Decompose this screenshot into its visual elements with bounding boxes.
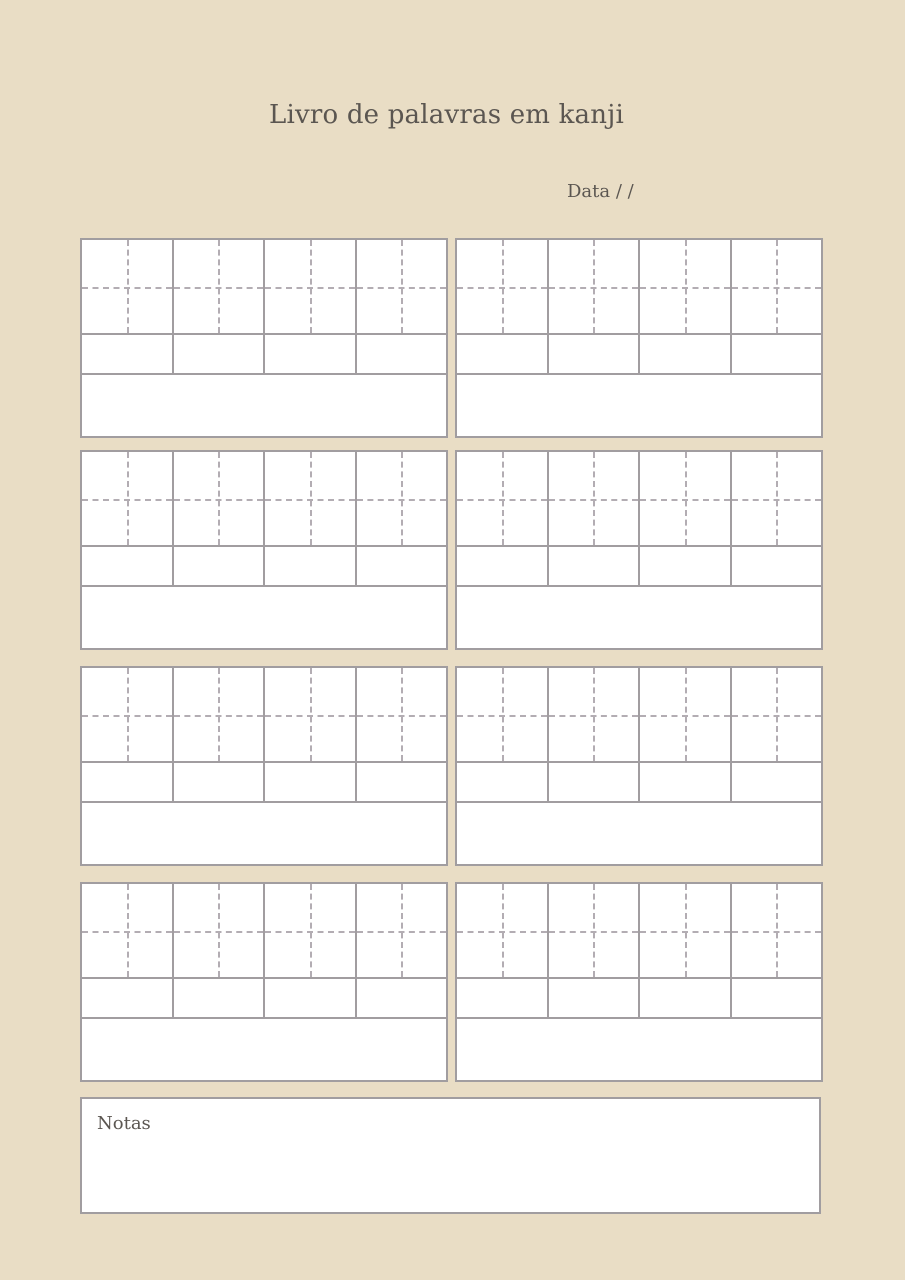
kanji-practice-cell[interactable] xyxy=(174,884,266,977)
kanji-practice-row xyxy=(457,452,821,547)
kanji-practice-cell[interactable] xyxy=(357,452,447,545)
kanji-practice-cell[interactable] xyxy=(82,240,174,333)
reading-row xyxy=(82,335,446,375)
reading-row xyxy=(82,979,446,1019)
horizontal-guide-line xyxy=(549,931,639,933)
horizontal-guide-line xyxy=(357,287,447,289)
kanji-practice-row xyxy=(457,884,821,979)
reading-cell[interactable] xyxy=(732,335,822,373)
kanji-practice-cell[interactable] xyxy=(265,452,357,545)
reading-row xyxy=(457,335,821,375)
kanji-practice-cell[interactable] xyxy=(82,884,174,977)
horizontal-guide-line xyxy=(457,499,547,501)
kanji-practice-cell[interactable] xyxy=(357,884,447,977)
date-label: Data / / xyxy=(567,181,634,202)
kanji-practice-cell[interactable] xyxy=(357,668,447,761)
kanji-practice-cell[interactable] xyxy=(82,668,174,761)
reading-cell[interactable] xyxy=(457,763,549,801)
word-card xyxy=(455,238,823,438)
kanji-practice-cell[interactable] xyxy=(174,240,266,333)
reading-cell[interactable] xyxy=(82,335,174,373)
kanji-practice-cell[interactable] xyxy=(174,668,266,761)
kanji-practice-cell[interactable] xyxy=(265,240,357,333)
horizontal-guide-line xyxy=(82,287,172,289)
kanji-practice-row xyxy=(457,668,821,763)
reading-cell[interactable] xyxy=(174,335,266,373)
horizontal-guide-line xyxy=(265,715,355,717)
reading-cell[interactable] xyxy=(457,547,549,585)
horizontal-guide-line xyxy=(549,287,639,289)
kanji-practice-cell[interactable] xyxy=(732,240,822,333)
kanji-practice-cell[interactable] xyxy=(640,452,732,545)
reading-cell[interactable] xyxy=(174,547,266,585)
notes-box[interactable] xyxy=(80,1097,821,1214)
meaning-area[interactable] xyxy=(82,587,446,648)
reading-row xyxy=(457,547,821,587)
meaning-area[interactable] xyxy=(457,1019,821,1080)
kanji-practice-row xyxy=(82,240,446,335)
horizontal-guide-line xyxy=(174,287,264,289)
reading-cell[interactable] xyxy=(265,763,357,801)
word-card xyxy=(80,238,448,438)
reading-row xyxy=(82,547,446,587)
kanji-practice-cell[interactable] xyxy=(549,240,641,333)
kanji-practice-cell[interactable] xyxy=(457,668,549,761)
horizontal-guide-line xyxy=(640,931,730,933)
reading-cell[interactable] xyxy=(457,335,549,373)
horizontal-guide-line xyxy=(732,931,822,933)
reading-cell[interactable] xyxy=(265,547,357,585)
horizontal-guide-line xyxy=(732,287,822,289)
reading-cell[interactable] xyxy=(82,547,174,585)
reading-cell[interactable] xyxy=(357,763,447,801)
kanji-practice-cell[interactable] xyxy=(265,668,357,761)
reading-cell[interactable] xyxy=(640,979,732,1017)
horizontal-guide-line xyxy=(265,931,355,933)
horizontal-guide-line xyxy=(265,499,355,501)
notes-label: Notas xyxy=(97,1113,151,1134)
reading-cell[interactable] xyxy=(82,979,174,1017)
kanji-practice-cell[interactable] xyxy=(82,452,174,545)
kanji-practice-row xyxy=(82,668,446,763)
kanji-practice-cell[interactable] xyxy=(174,452,266,545)
kanji-practice-cell[interactable] xyxy=(640,668,732,761)
horizontal-guide-line xyxy=(82,715,172,717)
horizontal-guide-line xyxy=(82,499,172,501)
horizontal-guide-line xyxy=(549,499,639,501)
kanji-practice-cell[interactable] xyxy=(457,240,549,333)
reading-cell[interactable] xyxy=(357,979,447,1017)
kanji-practice-cell[interactable] xyxy=(357,240,447,333)
reading-row xyxy=(457,763,821,803)
reading-cell[interactable] xyxy=(549,335,641,373)
kanji-practice-cell[interactable] xyxy=(549,668,641,761)
horizontal-guide-line xyxy=(82,931,172,933)
reading-cell[interactable] xyxy=(549,547,641,585)
kanji-practice-row xyxy=(457,240,821,335)
horizontal-guide-line xyxy=(640,499,730,501)
horizontal-guide-line xyxy=(174,931,264,933)
horizontal-guide-line xyxy=(174,499,264,501)
reading-cell[interactable] xyxy=(174,763,266,801)
horizontal-guide-line xyxy=(640,715,730,717)
word-card xyxy=(455,882,823,1082)
kanji-practice-row xyxy=(82,884,446,979)
horizontal-guide-line xyxy=(265,287,355,289)
reading-cell[interactable] xyxy=(549,763,641,801)
kanji-practice-cell[interactable] xyxy=(549,884,641,977)
horizontal-guide-line xyxy=(174,715,264,717)
reading-row xyxy=(457,979,821,1019)
reading-cell[interactable] xyxy=(357,335,447,373)
word-card xyxy=(80,450,448,650)
reading-cell[interactable] xyxy=(549,979,641,1017)
page-title: Livro de palavras em kanji xyxy=(269,100,624,130)
kanji-practice-cell[interactable] xyxy=(640,240,732,333)
meaning-area[interactable] xyxy=(82,375,446,436)
kanji-practice-cell[interactable] xyxy=(732,668,822,761)
horizontal-guide-line xyxy=(457,715,547,717)
reading-cell[interactable] xyxy=(82,763,174,801)
horizontal-guide-line xyxy=(357,715,447,717)
meaning-area[interactable] xyxy=(457,587,821,648)
reading-row xyxy=(82,763,446,803)
reading-cell[interactable] xyxy=(640,335,732,373)
reading-cell[interactable] xyxy=(640,547,732,585)
reading-cell[interactable] xyxy=(732,979,822,1017)
horizontal-guide-line xyxy=(357,499,447,501)
reading-cell[interactable] xyxy=(732,763,822,801)
word-card xyxy=(455,450,823,650)
kanji-practice-cell[interactable] xyxy=(549,452,641,545)
word-card xyxy=(80,882,448,1082)
meaning-area[interactable] xyxy=(82,1019,446,1080)
kanji-practice-cell[interactable] xyxy=(457,884,549,977)
kanji-practice-row xyxy=(82,452,446,547)
horizontal-guide-line xyxy=(357,931,447,933)
reading-cell[interactable] xyxy=(732,547,822,585)
reading-cell[interactable] xyxy=(357,547,447,585)
horizontal-guide-line xyxy=(457,931,547,933)
horizontal-guide-line xyxy=(457,287,547,289)
kanji-practice-cell[interactable] xyxy=(732,452,822,545)
reading-cell[interactable] xyxy=(457,979,549,1017)
word-card xyxy=(455,666,823,866)
kanji-practice-cell[interactable] xyxy=(732,884,822,977)
meaning-area[interactable] xyxy=(457,375,821,436)
reading-cell[interactable] xyxy=(265,335,357,373)
horizontal-guide-line xyxy=(732,499,822,501)
horizontal-guide-line xyxy=(549,715,639,717)
kanji-practice-cell[interactable] xyxy=(457,452,549,545)
reading-cell[interactable] xyxy=(265,979,357,1017)
horizontal-guide-line xyxy=(732,715,822,717)
kanji-practice-cell[interactable] xyxy=(640,884,732,977)
reading-cell[interactable] xyxy=(640,763,732,801)
meaning-area[interactable] xyxy=(457,803,821,864)
meaning-area[interactable] xyxy=(82,803,446,864)
kanji-practice-cell[interactable] xyxy=(265,884,357,977)
word-card xyxy=(80,666,448,866)
horizontal-guide-line xyxy=(640,287,730,289)
reading-cell[interactable] xyxy=(174,979,266,1017)
